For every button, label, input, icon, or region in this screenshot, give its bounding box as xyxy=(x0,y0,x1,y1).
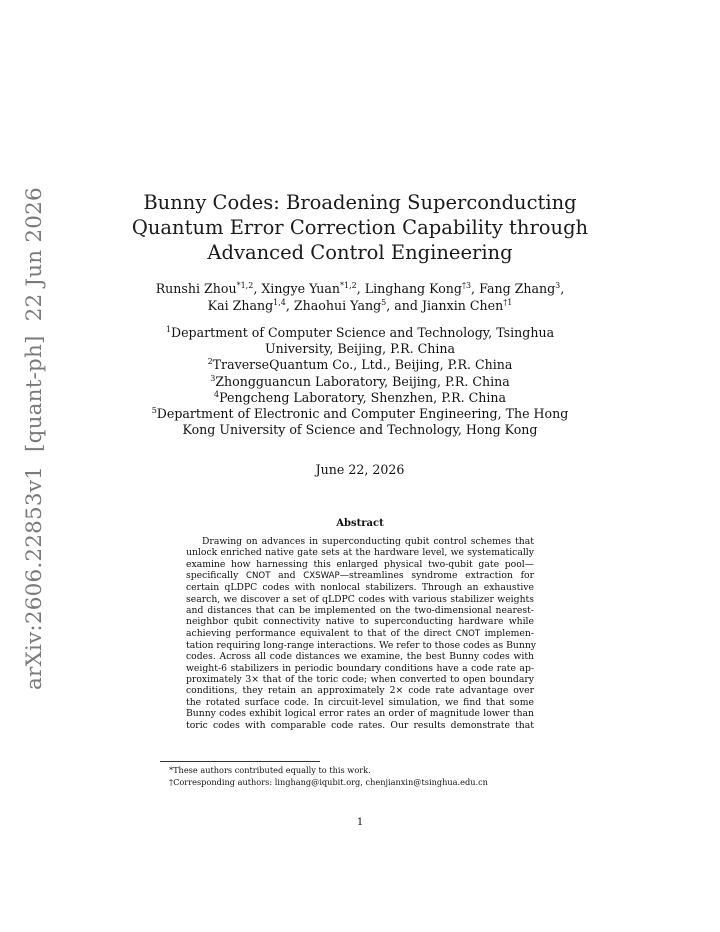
author-separator: , and xyxy=(386,298,422,313)
affiliation xyxy=(120,374,600,390)
affiliation xyxy=(120,406,600,422)
arxiv-stamp xyxy=(17,187,51,690)
title-line: Bunny Codes: Broadening Superconducting xyxy=(143,191,577,214)
author-mark: 1,4 xyxy=(273,297,286,307)
author-list xyxy=(120,280,600,314)
affiliation-text: Pengcheng Laboratory, Shenzhen, P.R. China xyxy=(219,389,506,405)
author-name: Kai Zhang xyxy=(207,298,274,313)
affiliation-text: Zhongguancun Laboratory, Beijing, P.R. China xyxy=(215,373,510,389)
title-line: Advanced Control Engineering xyxy=(207,241,513,264)
arxiv-date: 22 Jun 2026 xyxy=(21,187,47,322)
affiliation xyxy=(120,341,600,357)
affiliation xyxy=(120,357,600,373)
gate-name: CXSWAP xyxy=(303,571,340,582)
footnote-rule xyxy=(160,761,320,762)
abstract-line: achieving performance equivalent to that of the direct CNOT implemen- xyxy=(186,627,534,639)
arxiv-category: [quant-ph] xyxy=(21,335,47,452)
affiliation-mark: 2 xyxy=(207,357,213,367)
affiliation-text: University, Beijing, P.R. China xyxy=(265,341,455,357)
abstract-line: neighbor qubit connectivity native to superconducting hardware while xyxy=(186,616,534,628)
affiliation-mark: 5 xyxy=(151,405,157,415)
author-name: Xingye Yuan xyxy=(261,281,341,296)
author-mark: *1,2 xyxy=(236,280,254,290)
affiliation-text: Kong University of Science and Technology, Hong Kong xyxy=(182,422,538,438)
abstract-line: certain qLDPC codes with nonlocal stabilizers. Through an exhaustive xyxy=(186,582,534,594)
abstract-line: specifically CNOT and CXSWAP—streamlines syndrome extraction for xyxy=(186,570,535,582)
author-separator: , xyxy=(285,298,294,313)
author-name: Runshi Zhou xyxy=(155,281,237,296)
affiliation-text: TraverseQuantum Co., Ltd., Beijing, P.R. China xyxy=(212,357,513,373)
author-mark: †1 xyxy=(503,297,513,307)
paper-title xyxy=(120,190,600,265)
author-mark: *1,2 xyxy=(340,280,357,290)
author-separator: , xyxy=(356,281,365,296)
paper-date: June 22, 2026 xyxy=(315,462,405,477)
abstract-line: Drawing on advances in superconducting qubit control schemes that xyxy=(202,536,534,547)
affiliation-mark: 3 xyxy=(210,373,216,383)
affiliation xyxy=(120,325,600,341)
author-separator: , xyxy=(560,281,565,296)
affiliation-text: Department of Computer Science and Technology, Tsinghua xyxy=(171,325,555,340)
affiliation-text: Department of Electronic and Computer Engineering, The Hong xyxy=(156,406,569,422)
author-name: Fang Zhang xyxy=(479,281,556,296)
gate-name: CNOT xyxy=(455,628,481,639)
affiliation-list xyxy=(120,325,600,438)
abstract-line: tation requiring long-range interactions. We refer to those codes as Bunny xyxy=(186,640,537,652)
author-separator: , xyxy=(253,281,262,296)
footnotes xyxy=(169,765,569,788)
affiliation-mark: 1 xyxy=(165,324,171,334)
abstract-line: the rotated surface code. In circuit-level simulation, we find that some xyxy=(186,696,534,708)
abstract-body xyxy=(186,536,537,731)
abstract-line: search, we discover a set of qLDPC codes with various stabilizer weights xyxy=(186,593,534,605)
author-mark: †3 xyxy=(461,280,472,290)
abstract-line: toric codes with comparable code rates. Our results demonstrate that xyxy=(186,719,534,731)
affiliation-mark: 4 xyxy=(214,389,220,399)
footnote-equal-contribution: *These authors contributed equally to this work. xyxy=(169,765,371,775)
author-separator: , xyxy=(471,281,480,296)
author-mark: 3 xyxy=(555,280,561,290)
author-line xyxy=(120,280,600,297)
gate-name: CNOT xyxy=(246,571,271,582)
author-line xyxy=(120,297,600,314)
author-name: Jianxin Chen xyxy=(421,298,504,313)
abstract-line: codes. Across all code distances we examine, the best Bunny codes with xyxy=(186,651,534,663)
author-name: Linghang Kong xyxy=(364,281,462,296)
abstract-line: unlock enriched native gate sets at the hardware level, we systematically xyxy=(186,547,534,559)
footnote-corresponding-authors: †Corresponding authors: linghang@iqubit.org, chenjianxin@tsinghua.edu.cn xyxy=(169,776,488,787)
title-line: Quantum Error Correction Capability through xyxy=(131,216,589,239)
abstract-heading: Abstract xyxy=(336,518,384,529)
author-name: Zhaohui Yang xyxy=(293,298,382,313)
affiliation xyxy=(120,422,600,438)
abstract-line: Bunny codes exhibit logical error rates an order of magnitude lower than xyxy=(186,708,534,720)
affiliation xyxy=(120,390,600,406)
abstract-line: proximately 3× that of the toric code; when converted to open boundary xyxy=(186,674,534,686)
abstract-line: conditions, they retain an approximately 2× code rate advantage over xyxy=(186,685,534,697)
author-mark: 5 xyxy=(381,297,387,307)
abstract-line: examine how harnessing this enlarged physical two-qubit gate pool— xyxy=(186,558,534,570)
abstract-line: and distances that can be implemented on the two-dimensional nearest- xyxy=(186,605,534,617)
arxiv-id: arXiv:2606.22853v1 xyxy=(21,465,47,690)
page-number: 1 xyxy=(356,817,364,828)
abstract-line: weight-6 stabilizers in periodic boundary conditions have a code rate ap- xyxy=(186,662,534,674)
